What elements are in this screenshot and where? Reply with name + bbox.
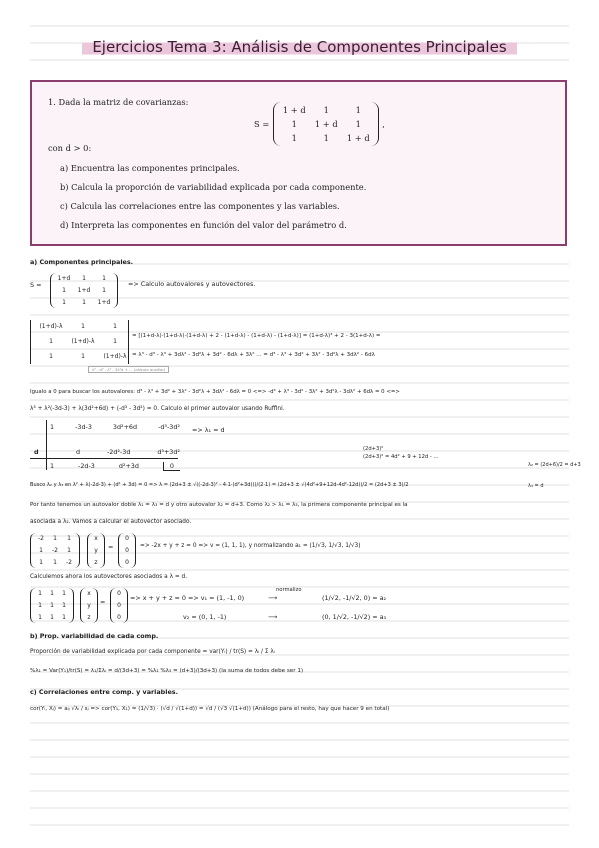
v-cell: 1 xyxy=(53,535,57,542)
w-result-2b: (0, 1/√2, -1/√2) = a₃ xyxy=(322,613,387,621)
covariance-matrix xyxy=(254,102,385,146)
w-zero-cell: 0 xyxy=(117,614,121,621)
ruffini-cell: 1 xyxy=(50,462,55,470)
ruffini-row-3 xyxy=(50,462,180,471)
disc-note-2: (2d+3)² = 4d² + 9 + 12d - ... xyxy=(363,454,439,460)
v-result: => -2x + y + z = 0 => v = (1, 1, 1), y normalizando a₁ = (1/√3, 1/√3, 1/√3) xyxy=(140,543,361,549)
s-cell: 1 xyxy=(82,275,86,282)
det-cell: 1 xyxy=(113,338,117,345)
v-cell: 1 xyxy=(67,535,71,542)
v-cell: -2 xyxy=(38,535,44,542)
matrix-cell: 1 + d xyxy=(346,133,370,144)
busco-line: Busco λ₂ y λ₃ en λ² + λ(-2d-3) + (d² + 3d) = 0 => λ = (2d+3 ± √((-2d-3)² - 4·1·(d²+3d)))/(2·1) = (2d+3 ± √(4d²+9+12d-4d²-12d))/2 = (2d+3 ± 3)/2 xyxy=(30,482,409,488)
det-cell: 1 xyxy=(81,353,85,360)
v-zero xyxy=(118,533,136,568)
v-zero-cell: 0 xyxy=(125,547,129,554)
por-line-2: asociada a λ₂. Vamos a calcular el autovector asociado. xyxy=(30,519,192,525)
w-zero-cell: 0 xyxy=(117,590,121,597)
v-vector-cell: y xyxy=(94,547,98,554)
det-cell: 1 xyxy=(81,323,85,330)
w-cell: 1 xyxy=(62,602,66,609)
v-vector-cell: z xyxy=(94,559,98,566)
problem-intro: 1. Dada la matriz de covarianzas: xyxy=(48,97,189,107)
v-cell: -2 xyxy=(52,547,58,554)
matrix-cell: 1 + d xyxy=(282,105,306,115)
v-cell: 1 xyxy=(39,559,43,566)
s-cell: 1+d xyxy=(77,287,91,294)
por-line-1: Por tanto tenemos un autovalor doble λ₁ = λ₃ = d y otro autovalor λ₂ = d+3. Como λ₂ > λ₁ = λ₃, la primera componente principal es la xyxy=(30,502,408,508)
problem-item-b: b) Calcula la proporción de variabilidad explicada por cada componente. xyxy=(60,182,367,193)
s-cell: 1+d xyxy=(97,299,111,306)
s-comment: => Calculo autovalores y autovectores. xyxy=(128,280,256,288)
w-cell: 1 xyxy=(38,614,42,621)
s-cell: 1 xyxy=(102,287,106,294)
arrow-icon: ⟶ xyxy=(268,613,278,621)
w-cell: 1 xyxy=(38,590,42,597)
section-b-heading: b) Prop. variabilidad de cada comp. xyxy=(30,632,159,640)
matrix-cell: 1 xyxy=(291,119,297,130)
ruffini-vbar xyxy=(46,420,47,470)
ruffini-divisor: d xyxy=(34,448,39,456)
roots-top: λ₂ = (2d+6)/2 = d+3 xyxy=(528,462,581,468)
s-cell: 1+d xyxy=(57,275,71,282)
w-cell: 1 xyxy=(50,614,54,621)
ruffini-cell: -3d-3 xyxy=(75,423,92,431)
matrix-cell: 1 xyxy=(355,119,361,130)
b-line-2: %λ₁ = Var(Y₁)/tr(S) = λ₁/Σλᵢ = d/(3d+3) = %λ₂ %λ₃ = (d+3)/(3d+3) (la suma de todos debe ser 1) xyxy=(30,668,304,674)
s-cell: 1 xyxy=(82,299,86,306)
s-cell: 1 xyxy=(62,287,66,294)
ruffini-row-2 xyxy=(76,448,180,456)
matrix-cell: 1 + d xyxy=(314,119,338,130)
det-line-2: = λ³ - d³ - λ³ + 3dλ² - 3d²λ + 3d² - 6dλ + 3λ² ... = d³ - λ³ + 3d² + 3λ² - 3d²λ + 3dλ² - 6dλ xyxy=(132,352,375,358)
page-title: Ejercicios Tema 3: Análisis de Componentes Principales xyxy=(82,36,516,58)
matrix-lhs: S = xyxy=(254,119,270,130)
w-cell: 1 xyxy=(62,590,66,597)
v-cell: 1 xyxy=(39,547,43,554)
w-vector-cell: x xyxy=(87,590,91,597)
ruffini-cell: 1 xyxy=(50,423,55,431)
s-matrix xyxy=(50,273,118,308)
tiny-note: λ³ - d³ - λ³ - 3λ²d + ... (cálculo auxiliar) xyxy=(88,366,169,373)
det-cell: (1+d)-λ xyxy=(39,323,63,330)
calc-line: Calculemos ahora los autovectores asociados a λ = d. xyxy=(30,574,188,580)
arrow-icon: ⟶ xyxy=(268,594,278,602)
matrix-end: , xyxy=(382,119,385,130)
w-cell: 1 xyxy=(38,602,42,609)
v-cell: 1 xyxy=(67,547,71,554)
v-cell: 1 xyxy=(53,559,57,566)
det-cell: 1 xyxy=(49,338,53,345)
problem-condition: con d > 0: xyxy=(48,143,92,153)
section-a-heading: a) Componentes principales. xyxy=(30,258,134,266)
w-zero-cell: 0 xyxy=(117,602,121,609)
w-result-1: => x + y + z = 0 => v₁ = (1, -1, 0) xyxy=(130,594,245,602)
problem-item-a: a) Encuentra las componentes principales. xyxy=(60,163,240,173)
v-vector xyxy=(87,533,105,568)
v-zero-cell: 0 xyxy=(125,535,129,542)
w-zero xyxy=(110,588,128,623)
w-normalize-label: normalizo xyxy=(276,587,302,593)
ruffini-hbar xyxy=(30,458,178,459)
ruffini-cell: -2d²-3d xyxy=(106,448,131,456)
ruffini-cell: d xyxy=(76,448,81,456)
s-cell: 1 xyxy=(102,275,106,282)
ruffini-result: => λ₁ = d xyxy=(192,426,225,434)
disc-note-1: (2d+3)² xyxy=(363,446,384,452)
w-result-1b: (1/√2, -1/√2, 0) = a₂ xyxy=(322,594,387,602)
ruffini-cell: d²+3d xyxy=(118,462,139,470)
ruffini-cell: 3d²+6d xyxy=(112,423,138,431)
eq-line-1: Igualo a 0 para buscar los autovalores: d³ - λ³ + 3d² + 3λ² - 3d²λ + 3dλ² - 6dλ = 0 <=> -d³ + λ³ - 3d² - 3λ² + 3d²λ - 3dλ² + 6dλ = 0 <=> xyxy=(30,389,400,395)
w-vector-cell: y xyxy=(87,602,91,609)
det-cell: (1+d)-λ xyxy=(103,353,127,360)
c-line: cor(Yᵢ, Xⱼ) = aᵢⱼ √λᵢ / sⱼ => cor(Y₁, X₁) = (1/√3) · (√d / √(1+d)) = √d / (√3 √(1+d)) (Análogo para el resto, hay que hacer 9 en total) xyxy=(30,706,390,712)
det-matrix xyxy=(31,321,135,362)
s-cell: 1 xyxy=(62,299,66,306)
ruffini-cell: 0 xyxy=(163,462,180,471)
s-label: S = xyxy=(30,281,42,289)
ruffini-cell: -d³-3d² xyxy=(158,423,180,431)
w-vector xyxy=(80,588,98,623)
problem-item-c: c) Calcula las correlaciones entre las componentes y las variables. xyxy=(60,201,340,212)
det-cell: 1 xyxy=(113,323,117,330)
w-result-2: v₂ = (0, 1, -1) xyxy=(183,613,227,621)
v-matrix xyxy=(30,533,80,568)
matrix-cell: 1 xyxy=(323,133,329,144)
problem-box xyxy=(30,80,567,246)
w-cell: 1 xyxy=(62,614,66,621)
b-line-1: Proporción de variabilidad explicada por cada componente = var(Yᵢ) / tr(S) = λᵢ / Σ λᵢ xyxy=(30,649,275,655)
w-matrix xyxy=(30,588,74,623)
v-cell: -2 xyxy=(66,559,72,566)
ruffini-cell: d³+3d² xyxy=(157,448,180,456)
problem-item-d: d) Interpreta las componentes en función del valor del parámetro d. xyxy=(60,220,347,231)
ruffini-cell: -2d-3 xyxy=(78,462,95,470)
det-cell: (1+d)-λ xyxy=(71,338,95,345)
matrix-cell: 1 xyxy=(323,105,329,115)
ruffini-row-1 xyxy=(50,423,180,431)
w-vector-cell: z xyxy=(87,614,91,621)
det-line-1: = [(1+d-λ)·(1+d-λ)·(1+d-λ) + 2 - (1+d-λ) - (1+d-λ) - (1+d-λ)] = (1+d-λ)³ + 2 - 3(1+d-λ) = xyxy=(132,333,381,339)
matrix-cell: 1 xyxy=(291,133,297,144)
v-zero-cell: 0 xyxy=(125,559,129,566)
roots-bottom: λ₃ = d xyxy=(528,483,544,489)
equals-sign: = xyxy=(100,598,106,606)
matrix-cell: 1 xyxy=(355,105,361,115)
section-c-heading: c) Correlaciones entre comp. y variables. xyxy=(30,688,179,696)
det-cell: 1 xyxy=(49,353,53,360)
equals-sign: = xyxy=(108,543,114,551)
matrix-body xyxy=(273,102,379,146)
eq-line-2: λ³ + λ²(-3d-3) + λ(3d²+6d) + (-d³ - 3d²) = 0. Calculo el primer autovalor usando Ruffini. xyxy=(30,406,285,412)
w-cell: 1 xyxy=(50,602,54,609)
problem-items xyxy=(60,162,366,238)
w-cell: 1 xyxy=(50,590,54,597)
v-vector-cell: x xyxy=(94,535,98,542)
